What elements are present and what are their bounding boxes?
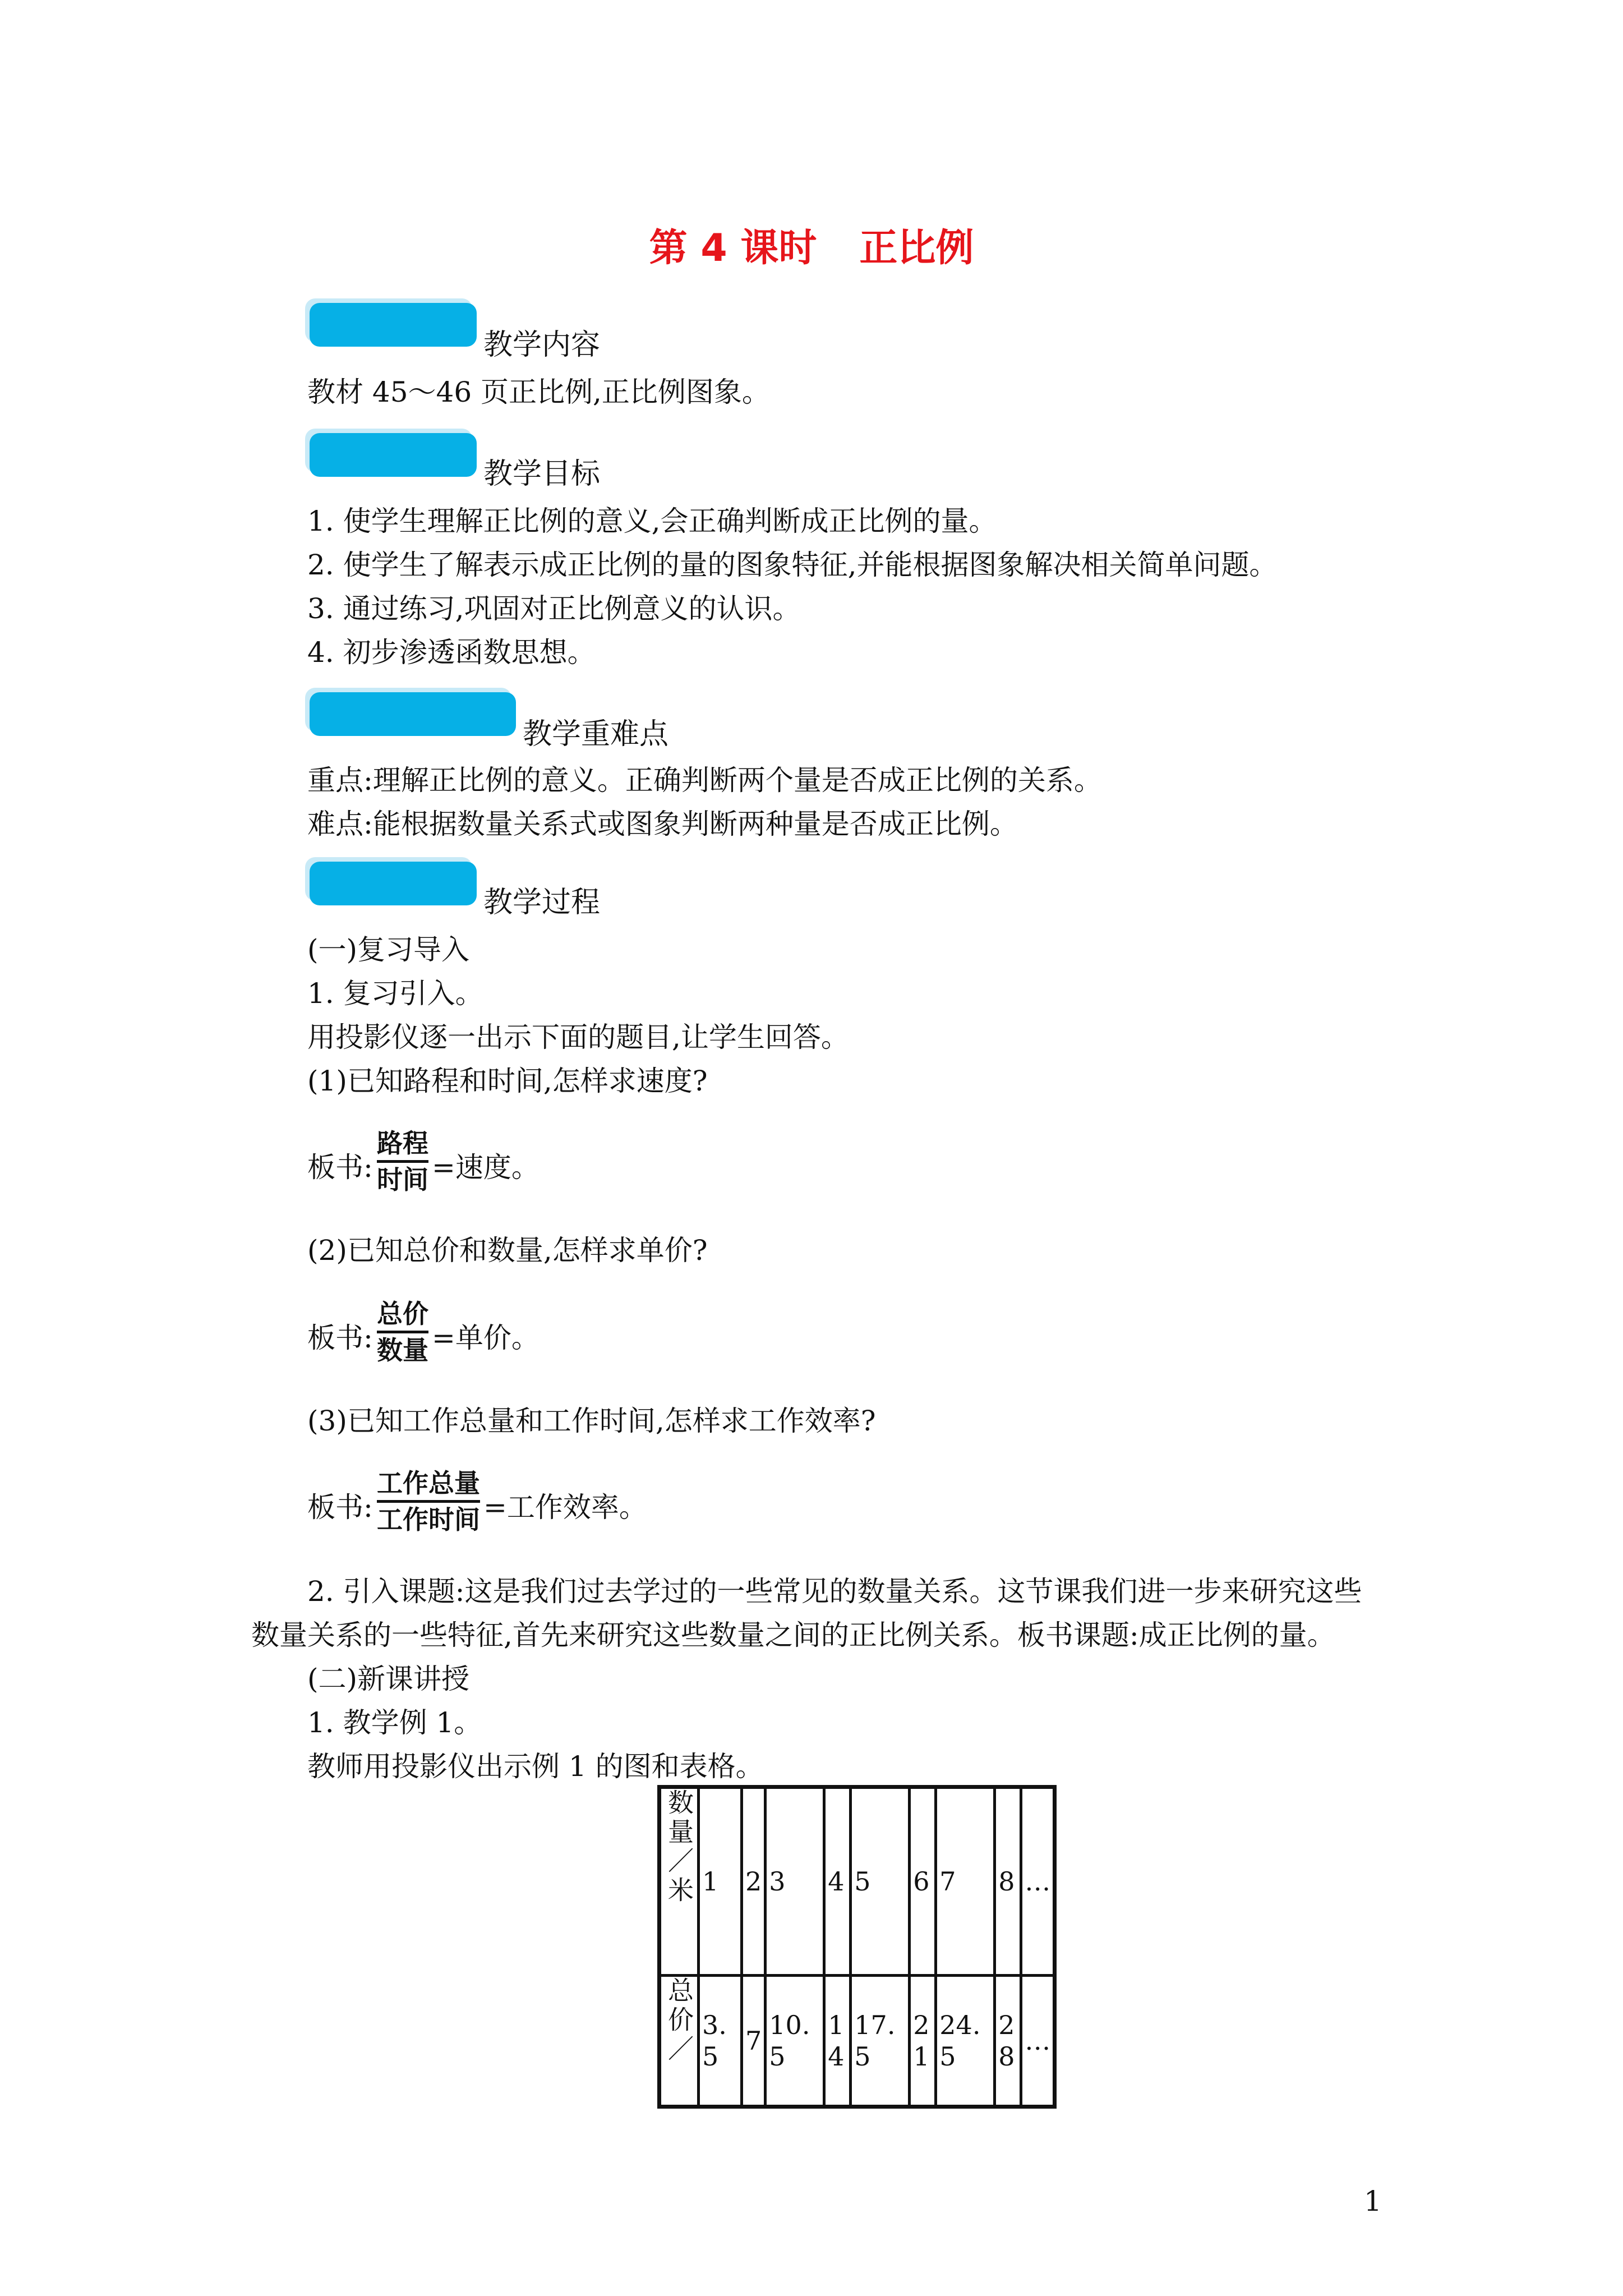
process-step1: 1. 复习引入。 [307,977,483,1010]
table-header-quantity: 数量／米 [660,1787,699,1976]
board-prefix-1: 板书: [307,1151,373,1184]
table-row [660,1976,1055,2107]
table-cell: 6 [910,1787,936,1976]
table-cell: 8 [995,1787,1021,1976]
section-label-process: 教学过程 [483,886,601,919]
table-cell: 17.5 [851,1976,910,2107]
difficulty-text: 难点:能根据数量关系式或图象判断两种量是否成正比例。 [307,808,1018,840]
board-result-3: =工作效率。 [483,1491,647,1524]
step2-line2: 数量关系的一些特征,首先来研究这些数量之间的正比例关系。板书课题:成正比例的量。 [251,1619,1335,1651]
goal-item-4: 4. 初步渗透函数思想。 [307,636,596,669]
fraction-denominator: 工作时间 [377,1504,480,1535]
table-cell: 24.5 [936,1976,995,2107]
fraction-numerator: 总价 [377,1299,428,1329]
table-cell: 5 [851,1787,910,1976]
table-cell: 7 [742,1976,766,2107]
fraction-efficiency [377,1467,480,1535]
table-cell: 10.5 [766,1976,824,2107]
table-cell: 3 [766,1787,824,1976]
fraction-numerator: 路程 [377,1128,428,1158]
process-example-desc: 教师用投影仪出示例 1 的图和表格。 [307,1750,764,1783]
fraction-bar [377,1160,428,1163]
process-example: 1. 教学例 1。 [307,1706,482,1739]
section-label-content: 教学内容 [483,328,601,362]
example-table [657,1785,1057,2109]
table-cell: 4 [824,1787,851,1976]
table-row [660,1787,1055,1976]
table-cell: … [1021,1976,1055,2107]
board-result-1: =速度。 [432,1151,540,1184]
question-2: (2)已知总价和数量,怎样求单价? [307,1234,708,1267]
table-cell: 28 [995,1976,1021,2107]
question-1: (1)已知路程和时间,怎样求速度? [307,1065,708,1097]
lesson-title [0,218,1623,272]
board-prefix-3: 板书: [307,1491,373,1524]
goal-item-2: 2. 使学生了解表示成正比例的量的图象特征,并能根据图象解决相关简单问题。 [307,549,1278,581]
process-part2: (二)新课讲授 [307,1663,470,1695]
fraction-unit-price [377,1298,428,1366]
section-badge-goals [310,433,477,477]
section-label-keypoints: 教学重难点 [523,717,669,751]
fraction-denominator: 数量 [377,1335,428,1365]
table-cell: 7 [936,1787,995,1976]
section-badge-keypoints [310,692,516,736]
lesson-number: 第 4 课时 [649,226,817,270]
board-result-2: =单价。 [432,1322,540,1354]
section-badge-content [310,303,477,347]
table-cell: 21 [910,1976,936,2107]
process-part1: (一)复习导入 [307,933,470,966]
fraction-numerator: 工作总量 [377,1468,480,1498]
table-cell: 2 [742,1787,766,1976]
process-intro: 用投影仪逐一出示下面的题目,让学生回答。 [307,1021,849,1053]
goal-item-1: 1. 使学生理解正比例的意义,会正确判断成正比例的量。 [307,505,997,537]
table-cell: 3.5 [699,1976,742,2107]
fraction-bar [377,1500,480,1503]
goal-item-3: 3. 通过练习,巩固对正比例意义的认识。 [307,592,801,625]
content-text: 教材 45～46 页正比例,正比例图象。 [307,376,770,408]
fraction-speed [377,1128,428,1195]
table-cell: … [1021,1787,1055,1976]
board-prefix-2: 板书: [307,1322,373,1354]
table-cell: 14 [824,1976,851,2107]
section-badge-process [310,862,477,905]
focus-text: 重点:理解正比例的意义。正确判断两个量是否成正比例的关系。 [307,764,1102,797]
table-header-total: 总价／ [660,1976,699,2107]
section-label-goals: 教学目标 [483,457,601,491]
fraction-denominator: 时间 [377,1165,428,1195]
lesson-topic: 正比例 [859,226,974,270]
page-number: 1 [1364,2185,1382,2217]
question-3: (3)已知工作总量和工作时间,怎样求工作效率? [307,1405,876,1437]
fraction-bar [377,1331,428,1333]
step2-line1: 2. 引入课题:这是我们过去学过的一些常见的数量关系。这节课我们进一步来研究这些 [307,1575,1362,1608]
table-cell: 1 [699,1787,742,1976]
